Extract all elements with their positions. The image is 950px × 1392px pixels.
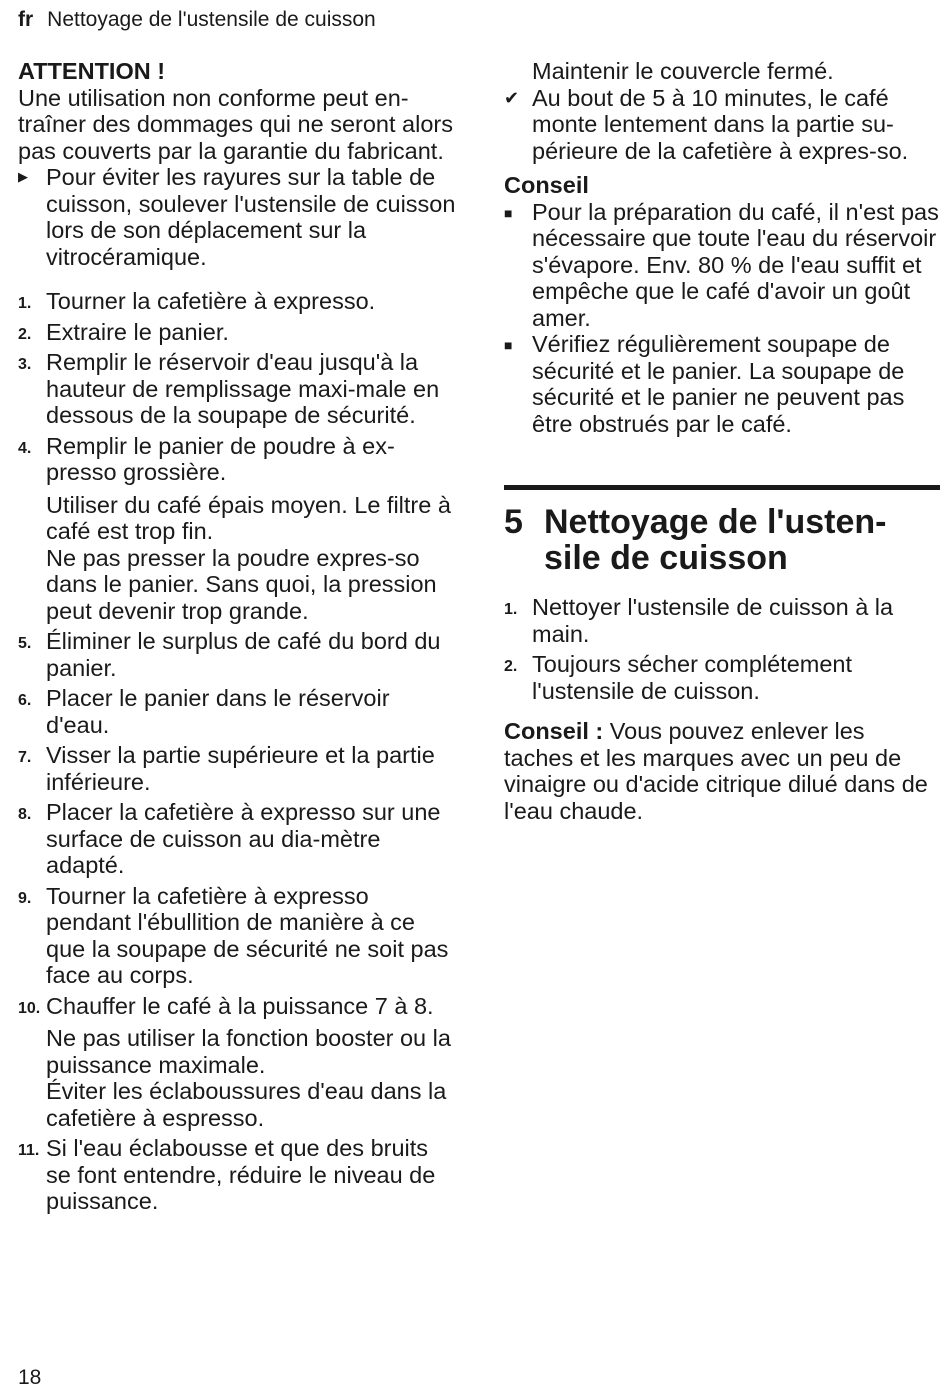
tip-item (504, 331, 940, 437)
section-divider (504, 485, 940, 490)
attention-bullet-text: Pour éviter les rayures sur la table de cuisson, soulever l'ustensile de cuisson lors de son déplacement sur la vitrocéramique. (46, 164, 456, 270)
step-item (18, 349, 458, 429)
step-notes (46, 492, 458, 625)
result-item (504, 85, 940, 165)
checkmark-icon: ✔ (504, 87, 520, 108)
step-number: 7. (18, 749, 32, 766)
step-item (18, 288, 458, 315)
attention-bullet (18, 164, 458, 270)
square-bullet-icon: ■ (504, 337, 513, 353)
step-number: 10. (18, 999, 41, 1017)
step-number: 2. (504, 658, 518, 675)
step-item (18, 742, 458, 795)
step-number: 1. (504, 601, 518, 618)
step-notes (46, 1025, 458, 1131)
step-item (18, 993, 458, 1132)
header-title: Nettoyage de l'ustensile de cuisson (47, 8, 376, 31)
step-continuation: Maintenir le couvercle fermé. (532, 58, 834, 84)
triangle-bullet-icon: ▶ (18, 169, 28, 184)
left-column (18, 58, 458, 1219)
tip2-text: Vous pouvez enlever les taches et les marques avec un peu de vinaigre ou d'acide citrique dilué dans de l'eau chaude. (504, 718, 928, 824)
result-text: Au bout de 5 à 10 minutes, le café monte lentement dans la partie su-périeure de la cafetière à expres-so. (532, 84, 909, 164)
tip2-paragraph (504, 718, 940, 824)
step-item (18, 1135, 458, 1215)
section-title-text: Nettoyage de l'usten-sile de cuisson (544, 503, 887, 577)
step-number: 1. (18, 295, 32, 312)
tips-list (504, 199, 940, 438)
step-text: Chauffer le café à la puissance 7 à 8. (46, 992, 434, 1019)
step-note: Utiliser du café épais moyen. Le filtre à café est trop fin. (46, 491, 451, 544)
tip-text: Pour la préparation du café, il n'est pas nécessaire que toute l'eau du réservoir s'évapore. Env. 80 % de l'eau suffit et empêche que le café d'avoir un goût amer. (532, 198, 939, 331)
step-number: 8. (18, 806, 32, 823)
step-item (18, 433, 458, 625)
page-header (18, 8, 376, 32)
step-number: 5. (18, 635, 32, 652)
step-text: Placer la cafetière à expresso sur une surface de cuisson au dia-mètre adapté. (46, 799, 441, 878)
tip-text: Vérifiez régulièrement soupape de sécurité et le panier. La soupape de sécurité et le panier ne peuvent pas être obstrués par le café. (532, 331, 905, 437)
tip2-label: Conseil : (504, 718, 604, 744)
step-text: Nettoyer l'ustensile de cuisson à la main. (532, 594, 894, 647)
step-item (504, 651, 940, 704)
step-item (18, 883, 458, 989)
step-note: Ne pas presser la poudre expres-so dans le panier. Sans quoi, la pression peut devenir trop grande. (46, 544, 437, 624)
step-number: 3. (18, 356, 32, 373)
right-column (504, 58, 940, 824)
step-text: Éliminer le surplus de café du bord du panier. (46, 628, 441, 681)
step-text: Tourner la cafetière à expresso. (46, 288, 376, 314)
step-text: Visser la partie supérieure et la partie inférieure. (46, 742, 435, 795)
cleaning-steps-list (504, 594, 940, 704)
tip-item (504, 199, 940, 332)
step-text: Placer le panier dans le réservoir d'eau. (46, 685, 390, 738)
attention-text: Une utilisation non conforme peut en-traîner des dommages qui ne seront alors pas couverts par la garantie du fabricant. (18, 84, 453, 164)
attention-heading: ATTENTION ! (18, 58, 166, 84)
page-number: 18 (18, 1366, 42, 1389)
step-text: Si l'eau éclabousse et que des bruits se font entendre, réduire le niveau de puissance. (46, 1135, 436, 1214)
step-text: Extraire le panier. (46, 318, 229, 345)
step-number: 4. (18, 439, 32, 457)
step-text: Remplir le réservoir d'eau jusqu'à la hauteur de remplissage maxi-male en dessous de la soupape de sécurité. (46, 349, 440, 428)
step-item (18, 628, 458, 681)
step-note: Éviter les éclaboussures d'eau dans la cafetière à espresso. (46, 1078, 447, 1131)
step-item (18, 799, 458, 879)
step-number: 6. (18, 692, 32, 709)
step-item (18, 319, 458, 346)
step-note: Ne pas utiliser la fonction booster ou la puissance maximale. (46, 1025, 451, 1078)
step-text: Toujours sécher complétement l'ustensile de cuisson. (532, 651, 853, 704)
square-bullet-icon: ■ (504, 204, 513, 221)
tip-heading: Conseil (504, 172, 589, 198)
step-item (18, 685, 458, 738)
language-code: fr (18, 8, 34, 31)
step-number: 9. (18, 889, 32, 907)
steps-list (18, 288, 458, 1215)
step-number: 2. (18, 325, 32, 343)
section-number: 5 (504, 503, 523, 541)
step-number: 11. (18, 1142, 40, 1159)
step-text: Tourner la cafetière à expresso pendant l'ébullition de manière à ce que la soupape de sécurité ne soit pas face au corps. (46, 882, 449, 988)
section-title (504, 504, 940, 576)
step-item (504, 594, 940, 647)
step-text: Remplir le panier de poudre à ex-presso grossière. (46, 432, 395, 485)
